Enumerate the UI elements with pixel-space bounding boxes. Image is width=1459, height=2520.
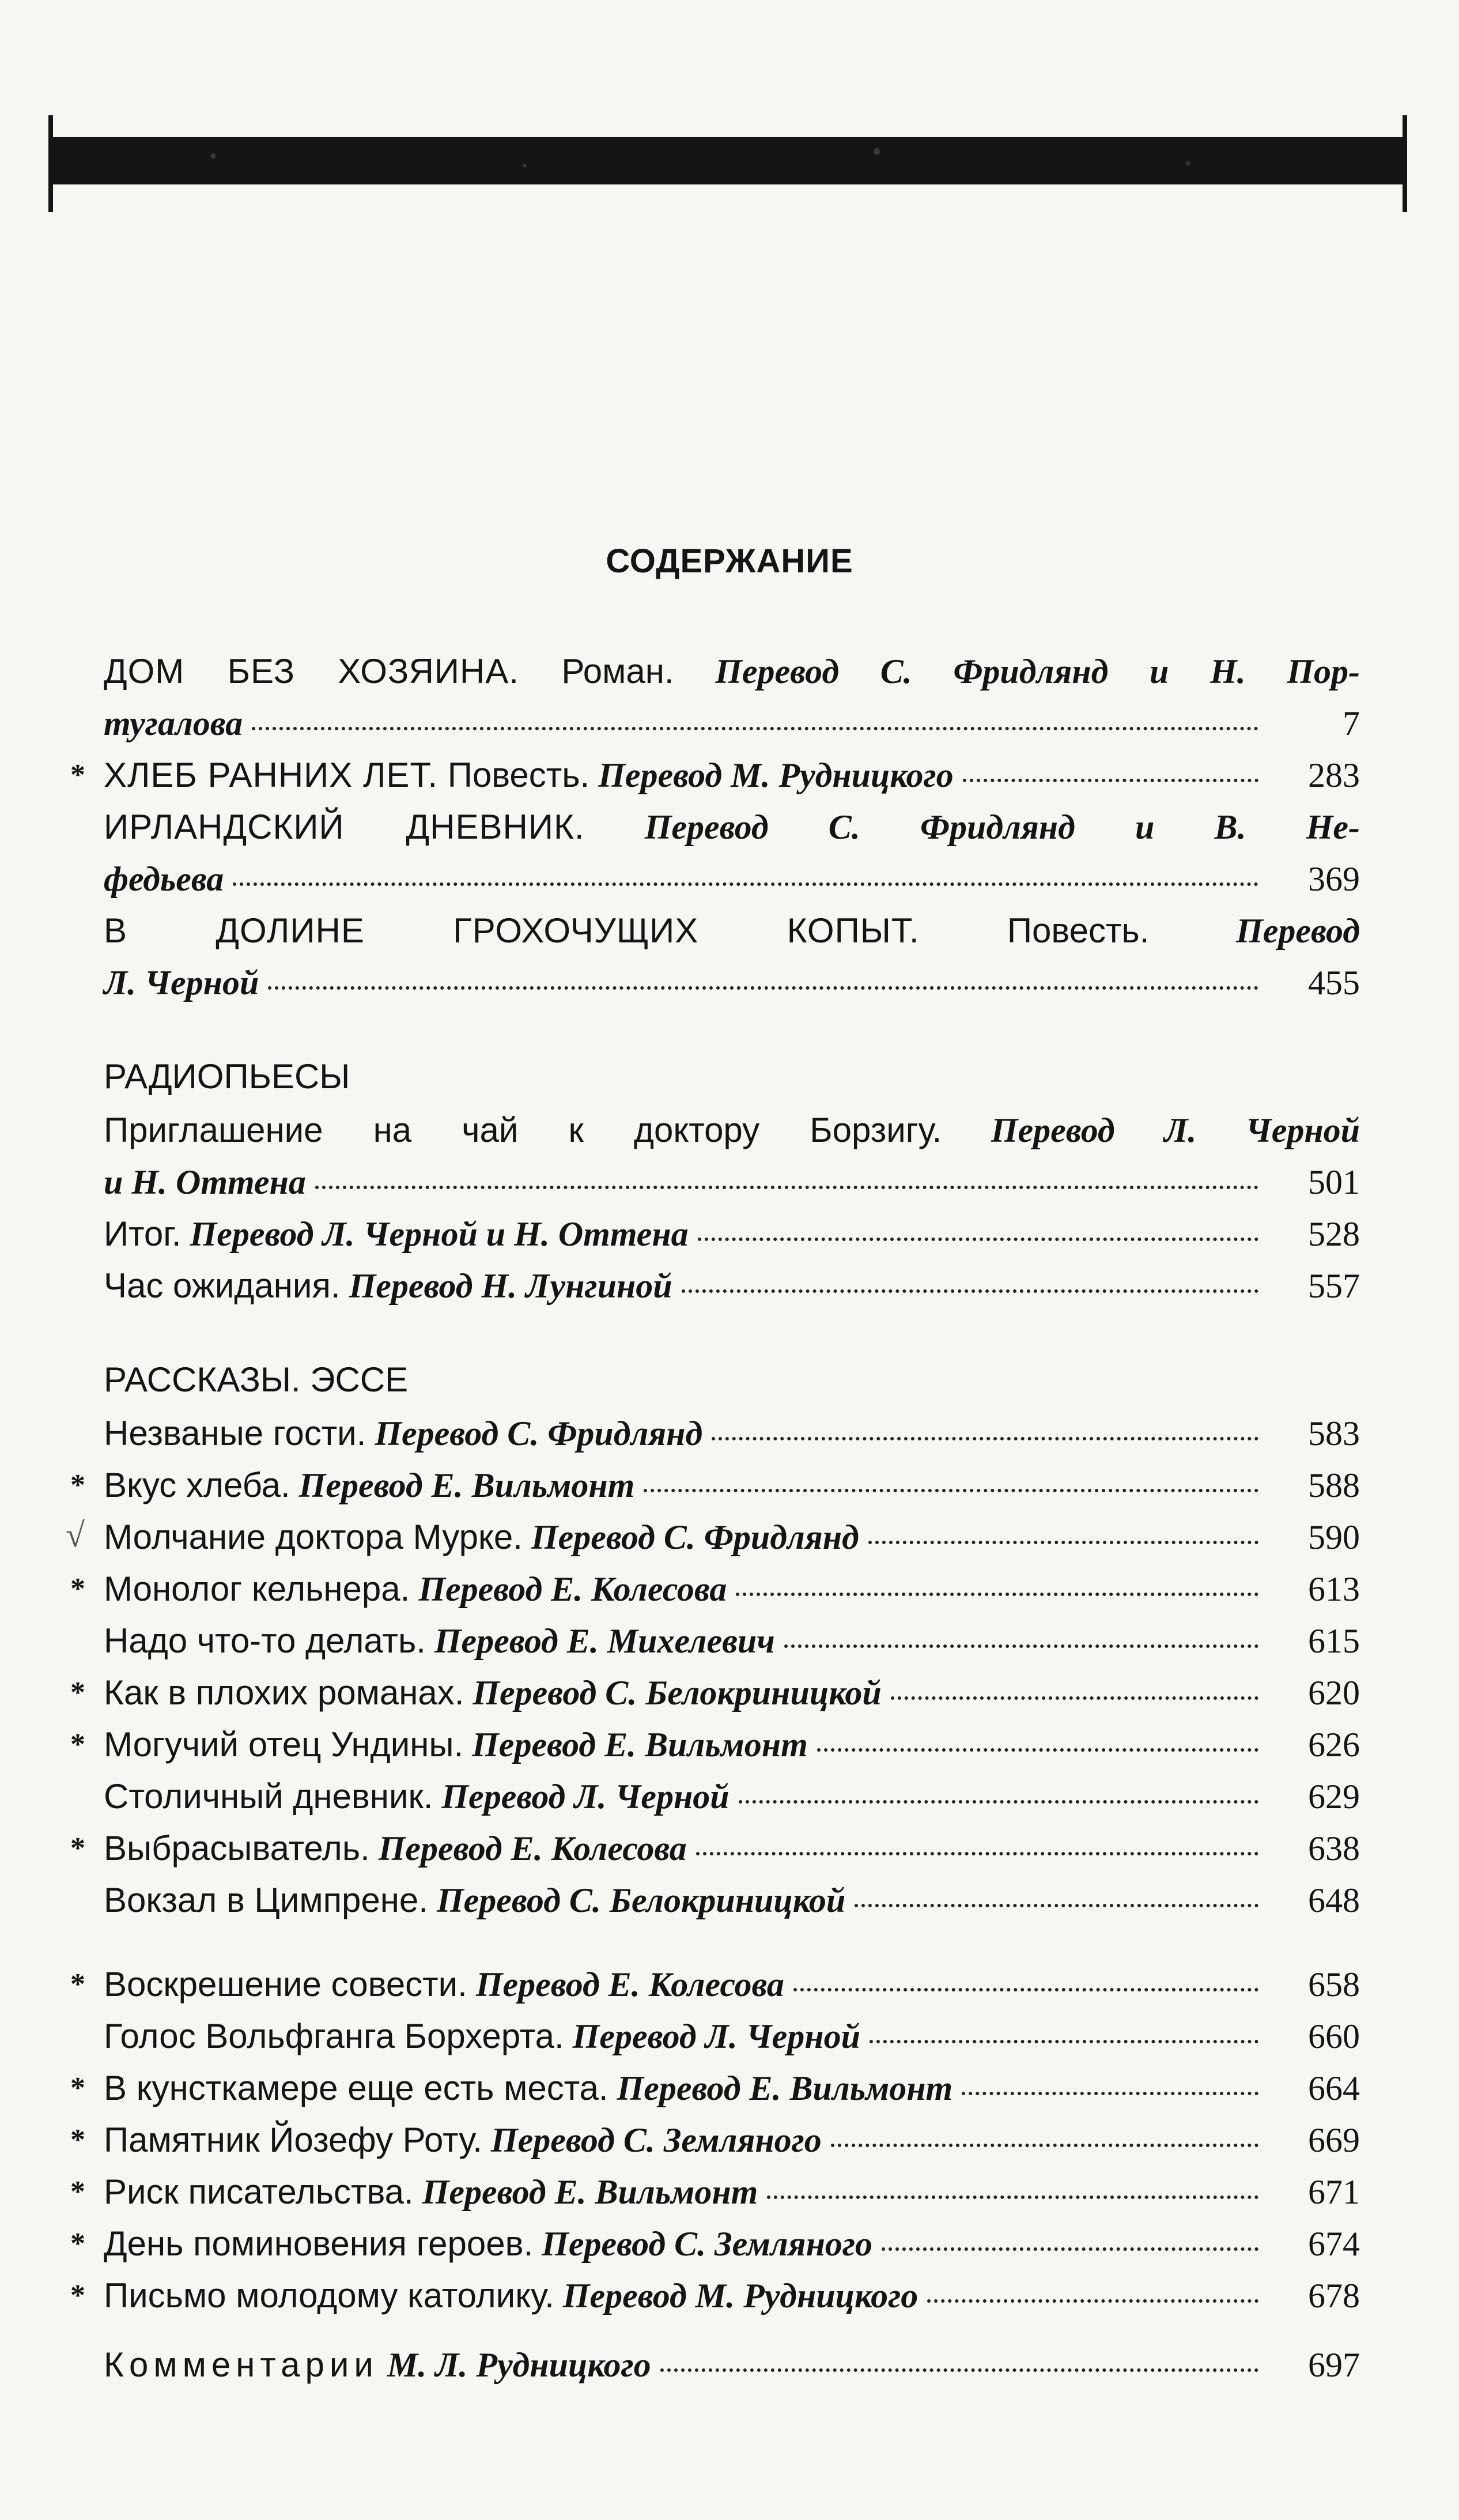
page-number: 660 bbox=[1308, 2017, 1360, 2055]
asterisk-mark: * bbox=[70, 2279, 85, 2312]
toc-entry bbox=[104, 1408, 1360, 1459]
entry-translator: Перевод С. Земляного bbox=[482, 2121, 822, 2159]
entry-kind: Повесть. bbox=[438, 756, 590, 794]
entry-title: Столичный дневник. bbox=[104, 1777, 433, 1816]
toc-entry bbox=[104, 1260, 1360, 1312]
entry-translator: Перевод С. Земляного bbox=[533, 2225, 873, 2263]
page-number: 629 bbox=[1308, 1778, 1360, 1816]
entry-title: Голос Вольфганга Борхерта. bbox=[104, 2017, 564, 2055]
dot-leader bbox=[712, 1437, 1258, 1440]
entry-translator: Перевод Е. Вильмонт bbox=[463, 1726, 808, 1764]
page-number: 674 bbox=[1308, 2225, 1360, 2263]
entry-translator: и Н. Оттена bbox=[104, 1163, 306, 1201]
entry-translator: Перевод Е. Колесова bbox=[467, 1966, 784, 2004]
entry-title: Могучий отец Ундины. bbox=[104, 1725, 464, 1764]
entry-translator: М. Л. Рудницкого bbox=[378, 2346, 651, 2384]
asterisk-mark: * bbox=[70, 759, 85, 791]
entry-title: Выбрасыватель. bbox=[104, 1829, 370, 1868]
entry-translator: Перевод Л. Черной bbox=[564, 2017, 860, 2055]
asterisk-mark: * bbox=[70, 1968, 85, 2001]
toc-entry bbox=[104, 1208, 1360, 1260]
entry-title: Монолог кельнера. bbox=[104, 1570, 410, 1608]
entry-title: Как в плохих романах. bbox=[104, 1673, 464, 1712]
dot-leader bbox=[784, 1644, 1258, 1648]
entry-title: Воскрешение совести. bbox=[104, 1965, 467, 2004]
asterisk-mark: * bbox=[70, 1676, 85, 1709]
page-number: 638 bbox=[1308, 1829, 1360, 1868]
entry-translator: Перевод С. Фридлянд и Н. Пор- bbox=[674, 652, 1360, 691]
page-number: 7 bbox=[1343, 704, 1360, 742]
section-heading-stories: РАССКАЗЫ. ЭССЕ bbox=[104, 1360, 409, 1399]
asterisk-mark: * bbox=[70, 2072, 85, 2104]
dot-leader bbox=[831, 2144, 1258, 2147]
dot-leader bbox=[868, 1541, 1258, 1544]
page-number: 671 bbox=[1308, 2173, 1360, 2211]
page-number: 669 bbox=[1308, 2121, 1360, 2159]
entry-title: Незваные гости. bbox=[104, 1414, 366, 1453]
entry-title: ХЛЕБ РАННИХ ЛЕТ. bbox=[104, 756, 439, 794]
table-of-contents bbox=[66, 646, 1360, 2391]
page-number: 588 bbox=[1308, 1466, 1360, 1504]
entry-title: День поминовения героев. bbox=[104, 2224, 534, 2263]
top-rule bbox=[51, 137, 1405, 184]
entry-translator: Перевод М. Рудницкого bbox=[589, 756, 954, 794]
entry-title: Памятник Йозефу Роту. bbox=[104, 2121, 482, 2159]
top-rule-right-cap bbox=[1403, 115, 1407, 212]
page-number: 557 bbox=[1308, 1267, 1360, 1305]
dot-leader bbox=[817, 1748, 1258, 1752]
entry-translator: Перевод Л. Черной bbox=[942, 1111, 1360, 1149]
dot-leader bbox=[767, 2195, 1258, 2199]
page-number: 369 bbox=[1308, 860, 1360, 898]
entry-translator: Перевод С. Белокриницкой bbox=[464, 1674, 882, 1712]
toc-entry bbox=[70, 749, 1360, 801]
toc-entry bbox=[70, 1667, 1360, 1719]
dot-leader bbox=[882, 2247, 1258, 2251]
asterisk-mark: * bbox=[70, 2227, 85, 2260]
entry-translator: Перевод Л. Черной bbox=[433, 1778, 730, 1816]
entry-translator: Перевод Е. Вильмонт bbox=[290, 1466, 635, 1504]
toc-entry bbox=[70, 2218, 1360, 2270]
entry-title: Комментарии bbox=[104, 2345, 379, 2384]
entry-translator: Перевод С. Фридлянд bbox=[366, 1414, 703, 1453]
entry-kind: Повесть. bbox=[919, 911, 1150, 950]
dot-leader bbox=[927, 2299, 1258, 2303]
toc-entry bbox=[104, 905, 1360, 1009]
entry-title: Вкус хлеба. bbox=[104, 1466, 290, 1504]
toc-entry bbox=[66, 1511, 1360, 1563]
page-number: 615 bbox=[1308, 1622, 1360, 1660]
entry-title: Письмо молодому католику. bbox=[104, 2276, 554, 2315]
dot-leader bbox=[682, 1289, 1258, 1293]
entry-translator: Перевод Е. Колесова bbox=[410, 1570, 727, 1608]
entry-translator: Перевод Л. Черной и Н. Оттена bbox=[181, 1215, 689, 1253]
entry-translator: тугалова bbox=[104, 704, 243, 742]
page-number: 613 bbox=[1308, 1570, 1360, 1608]
dot-leader bbox=[855, 1904, 1258, 1907]
dot-leader bbox=[252, 727, 1258, 730]
page-number: 528 bbox=[1308, 1215, 1360, 1253]
entry-translator: Перевод Е. Вильмонт bbox=[413, 2173, 758, 2211]
page-number: 664 bbox=[1308, 2069, 1360, 2107]
dot-leader bbox=[793, 1988, 1258, 1991]
dot-leader bbox=[233, 882, 1258, 886]
entry-translator: Перевод Е. Вильмонт bbox=[608, 2069, 953, 2107]
toc-entry bbox=[104, 2010, 1360, 2062]
page-number: 626 bbox=[1308, 1726, 1360, 1764]
toc-entry bbox=[104, 1874, 1360, 1926]
dot-leader bbox=[644, 1489, 1258, 1492]
page-number: 501 bbox=[1308, 1163, 1360, 1201]
dot-leader bbox=[962, 2092, 1258, 2095]
check-mark: √ bbox=[66, 1516, 85, 1554]
page-number: 583 bbox=[1308, 1414, 1360, 1453]
toc-entry bbox=[70, 1459, 1360, 1511]
entry-translator: Перевод М. Рудницкого bbox=[554, 2277, 919, 2315]
toc-entry bbox=[104, 1104, 1360, 1208]
toc-entry bbox=[104, 1615, 1360, 1667]
entry-translator: федьева bbox=[104, 860, 224, 898]
entry-title: ДОМ БЕЗ ХОЗЯИНА. bbox=[104, 652, 519, 691]
page-number: 678 bbox=[1308, 2277, 1360, 2315]
dot-leader bbox=[736, 1593, 1258, 1596]
toc-entry bbox=[70, 1823, 1360, 1874]
dot-leader bbox=[698, 1238, 1258, 1241]
asterisk-mark: * bbox=[70, 1728, 85, 1761]
page-number: 697 bbox=[1308, 2346, 1360, 2384]
dot-leader bbox=[891, 1696, 1258, 1700]
toc-entry bbox=[70, 1563, 1360, 1615]
section-heading-radio: РАДИОПЬЕСЫ bbox=[104, 1057, 350, 1096]
toc-entry-commentary bbox=[104, 2339, 1360, 2391]
entry-title: В кунсткамере еще есть места. bbox=[104, 2069, 608, 2107]
page-number: 620 bbox=[1308, 1674, 1360, 1712]
page-title: СОДЕРЖАНИЕ bbox=[606, 542, 853, 580]
entry-title: ИРЛАНДСКИЙ ДНЕВНИК. bbox=[104, 808, 585, 846]
page-number: 283 bbox=[1308, 756, 1360, 794]
toc-entry bbox=[70, 2166, 1360, 2218]
toc-entry bbox=[104, 646, 1360, 749]
entry-translator: Перевод Н. Лунгиной bbox=[340, 1267, 672, 1305]
entry-translator: Перевод С. Фридлянд bbox=[522, 1518, 859, 1556]
asterisk-mark: * bbox=[70, 1832, 85, 1865]
entry-title: Итог. bbox=[104, 1214, 182, 1253]
toc-entry bbox=[70, 1959, 1360, 2010]
dot-leader bbox=[315, 1186, 1258, 1189]
dot-leader bbox=[739, 1800, 1258, 1804]
page-number: 648 bbox=[1308, 1881, 1360, 1919]
toc-entry bbox=[70, 2270, 1360, 2322]
page-number: 590 bbox=[1308, 1518, 1360, 1556]
dot-leader bbox=[268, 986, 1258, 990]
entry-title: В ДОЛИНЕ ГРОХОЧУЩИХ КОПЫТ. bbox=[104, 911, 920, 950]
entry-title: Риск писательства. bbox=[104, 2172, 414, 2211]
entry-title: Надо что-то делать. bbox=[104, 1621, 426, 1660]
toc-entry bbox=[104, 1771, 1360, 1823]
entry-translator: Л. Черной bbox=[104, 964, 259, 1002]
entry-translator: Перевод Е. Колесова bbox=[369, 1829, 687, 1868]
toc-entry bbox=[70, 2114, 1360, 2166]
dot-leader bbox=[660, 2368, 1258, 2372]
toc-entry bbox=[70, 2062, 1360, 2114]
toc-entry bbox=[104, 801, 1360, 905]
asterisk-mark: * bbox=[70, 1469, 85, 1502]
entry-translator: Перевод bbox=[1149, 912, 1360, 950]
entry-title: Вокзал в Цимпрене. bbox=[104, 1881, 428, 1919]
entry-translator: Перевод С. Белокриницкой bbox=[428, 1881, 846, 1919]
entry-title: Час ожидания. bbox=[104, 1266, 341, 1305]
entry-title: Молчание доктора Мурке. bbox=[104, 1518, 523, 1556]
toc-entry bbox=[70, 1719, 1360, 1771]
dot-leader bbox=[870, 2040, 1258, 2043]
asterisk-mark: * bbox=[70, 1572, 85, 1605]
entry-title: Приглашение на чай к доктору Борзигу. bbox=[104, 1111, 942, 1149]
dot-leader bbox=[696, 1852, 1258, 1855]
entry-kind: Роман. bbox=[519, 652, 674, 691]
asterisk-mark: * bbox=[70, 2175, 85, 2208]
page-number: 658 bbox=[1308, 1966, 1360, 2004]
dot-leader bbox=[963, 779, 1258, 782]
entry-translator: Перевод С. Фридлянд и В. Не- bbox=[584, 808, 1360, 846]
asterisk-mark: * bbox=[70, 2123, 85, 2156]
entry-translator: Перевод Е. Михелевич bbox=[425, 1622, 775, 1660]
page-number: 455 bbox=[1308, 964, 1360, 1002]
